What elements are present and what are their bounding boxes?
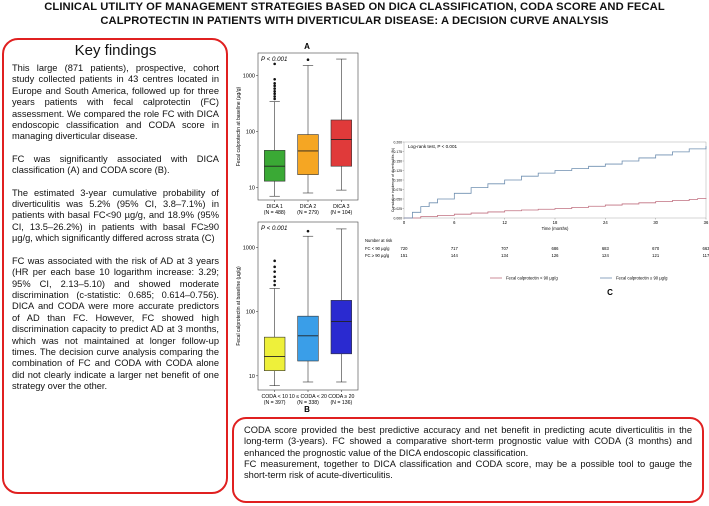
outlier-point: [273, 90, 276, 93]
risk-table-value: 663: [702, 246, 709, 251]
category-n-label: (N = 338): [297, 400, 319, 406]
series-line: [404, 146, 706, 218]
category-n-label: (N = 488): [263, 210, 286, 216]
y-tick-label: 100: [245, 309, 255, 316]
outlier-point: [273, 275, 276, 278]
outlier-point: [273, 63, 276, 66]
y-tick-label: 0.025: [393, 206, 402, 211]
category-n-label: (N = 397): [263, 400, 286, 406]
x-tick-label: 30: [653, 220, 659, 225]
y-tick-label: 0.200: [393, 140, 402, 145]
risk-table-value: 717: [450, 246, 458, 251]
key-findings-paragraph: FC was significantly associated with DICA classification (A) and CODA score (B).: [12, 153, 219, 176]
risk-table-value: 117: [702, 253, 709, 258]
outlier-point: [273, 270, 276, 273]
outlier-point: [307, 230, 310, 233]
y-tick-label: 0.175: [393, 149, 402, 154]
y-tick-label: 0.000: [393, 216, 402, 221]
risk-table-value: 126: [551, 253, 559, 258]
risk-table-value: 151: [400, 253, 408, 258]
legend-label: Fecal calprotectin < 90 µg/g: [506, 275, 558, 281]
series-line: [404, 198, 706, 218]
panel-label: B: [304, 405, 310, 414]
key-findings-box: [2, 38, 228, 494]
outlier-point: [273, 78, 276, 81]
box-iqr: [298, 135, 319, 175]
y-tick-label: 0.100: [393, 178, 402, 183]
y-tick-label: 100: [245, 129, 255, 136]
x-tick-label: 0: [402, 220, 406, 225]
category-n-label: (N = 136): [330, 400, 353, 406]
p-value-annotation: P < 0.001: [261, 56, 288, 63]
page-title: [0, 0, 709, 28]
panel-label: C: [607, 288, 613, 297]
risk-table-value: 121: [652, 253, 660, 258]
conclusions-box: [232, 417, 704, 503]
log-rank-annotation: Log-rank test, P < 0.001: [408, 144, 458, 149]
box-iqr: [264, 150, 285, 181]
category-label: DICA 2: [299, 204, 317, 210]
y-tick-label: 0.125: [393, 168, 402, 173]
outlier-point: [273, 82, 276, 85]
risk-table-value: 670: [652, 246, 660, 251]
x-tick-label: 18: [552, 220, 558, 225]
y-tick-label: 0.150: [393, 159, 402, 164]
box-iqr: [331, 300, 352, 353]
x-axis-label: Time (months): [541, 226, 569, 231]
conclusion-paragraph: CODA score provided the best predictive accuracy and net benefit in predicting acute diverticulitis in the long-term (3-years). FC showed a comparative short-term prognostic value with CODA (3 months) and enhanced the prognostic value of the DICA endoscopic classification.: [244, 425, 692, 458]
y-tick-label: 1000: [242, 73, 255, 80]
outlier-point: [273, 85, 276, 88]
outlier-point: [273, 95, 276, 98]
y-axis-label: Fecal calprotectin at baseline (µg/g): [236, 86, 242, 167]
risk-table-row-label: FC < 90 µg/g: [365, 246, 390, 251]
key-findings-paragraph: FC was associated with the risk of AD at 3 years (HR per each base 10 logarithm increase: 3.29; 95% CI, 2.13–5.10) and showed moderate discrimination (c-statistic: 0.685; 0.614–0.756). DICA and CODA were more accurate predictors of AD than FC. However, FC showed high discrimination capacity to predict AD at 3 months, which was not maintained at longer follow-up times. The decision curve analysis comparing the combination of FC and CODA with CODA alone did not clearly indicate a larger net benefit of one strategy over the other.: [12, 255, 219, 392]
risk-table-value: 686: [551, 246, 559, 251]
outlier-point: [273, 260, 276, 263]
y-axis-label: Fecal calprotectin at baseline (µg/g): [236, 266, 242, 346]
title-line-2: CALPROTECTIN IN PATIENTS WITH DIVERTICULAR DISEASE: A DECISION CURVE ANALYSIS: [100, 15, 609, 27]
cumulative-incidence-chart: [360, 132, 709, 302]
outlier-point: [273, 284, 276, 287]
outlier-point: [307, 58, 310, 61]
risk-table-value: 683: [601, 246, 609, 251]
outlier-point: [273, 98, 276, 101]
y-tick-label: 10: [248, 373, 255, 380]
box-plot-coda: [232, 218, 362, 416]
y-tick-label: 0.075: [393, 187, 402, 192]
outlier-point: [273, 266, 276, 269]
key-findings-paragraph: The estimated 3-year cumulative probability of diverticulitis was 5.2% (95% CI, 3.8–7.1%) in patients with basal FC<90 µg/g, and 18.9% (95% CI, 13.5–26.2%) in patients with basal FC≥90 µg/g, which significantly differed across strata (C): [12, 187, 219, 244]
panel-label: A: [304, 42, 310, 51]
risk-table-row-label: FC ≥ 90 µg/g: [365, 253, 390, 258]
box-iqr: [264, 337, 285, 371]
y-tick-label: 10: [248, 185, 255, 192]
category-label: 10 ≤ CODA < 20: [289, 394, 327, 400]
x-tick-label: 12: [502, 220, 508, 225]
conclusion-paragraph: FC measurement, together to DICA classification and CODA score, may be a possible tool to gauge the short-term risk of acute-diverticulitis.: [244, 458, 692, 481]
category-label: CODA ≥ 20: [328, 394, 355, 400]
box-iqr: [298, 316, 319, 361]
risk-table-value: 144: [450, 253, 458, 258]
x-tick-label: 6: [453, 220, 456, 225]
plot-frame: [404, 142, 706, 218]
key-findings-paragraph: This large (871 patients), prospective, cohort study collected patients in 43 centres located in Europe and South America, followed up for three years patients with fecal calprotectin (FC) assessment. We compared the role FC with DICA endoscopic classification and CODA score in managing diverticular disease.: [12, 63, 219, 142]
category-label: DICA 1: [266, 204, 283, 210]
category-label: DICA 3: [333, 204, 350, 210]
y-tick-label: 0.050: [393, 197, 402, 202]
outlier-point: [273, 280, 276, 283]
risk-table-value: 124: [601, 253, 609, 258]
key-findings-heading: Key findings: [74, 42, 157, 59]
x-tick-label: 36: [703, 220, 709, 225]
p-value-annotation: P < 0.001: [261, 225, 288, 232]
box-iqr: [331, 120, 352, 166]
title-line-1: CLINICAL UTILITY OF MANAGEMENT STRATEGIES BASED ON DICA CLASSIFICATION, CODA SCORE AND FECAL: [44, 1, 665, 13]
outlier-point: [273, 92, 276, 95]
risk-table-value: 720: [400, 246, 408, 251]
outlier-point: [273, 87, 276, 90]
legend-label: Fecal calprotectin ≥ 90 µg/g: [616, 275, 668, 281]
category-n-label: (N = 104): [330, 210, 353, 216]
x-tick-label: 24: [602, 220, 608, 225]
box-plot-dica: [232, 38, 362, 216]
category-label: CODA < 10: [261, 394, 288, 400]
y-axis-label: Cumulative incidence of diverticulitis (%): [391, 147, 395, 213]
y-tick-label: 1000: [242, 245, 255, 252]
risk-table-value: 134: [501, 253, 509, 258]
risk-table-heading: Number at risk: [365, 238, 393, 243]
risk-table-value: 707: [501, 246, 509, 251]
category-n-label: (N = 279): [297, 210, 319, 216]
